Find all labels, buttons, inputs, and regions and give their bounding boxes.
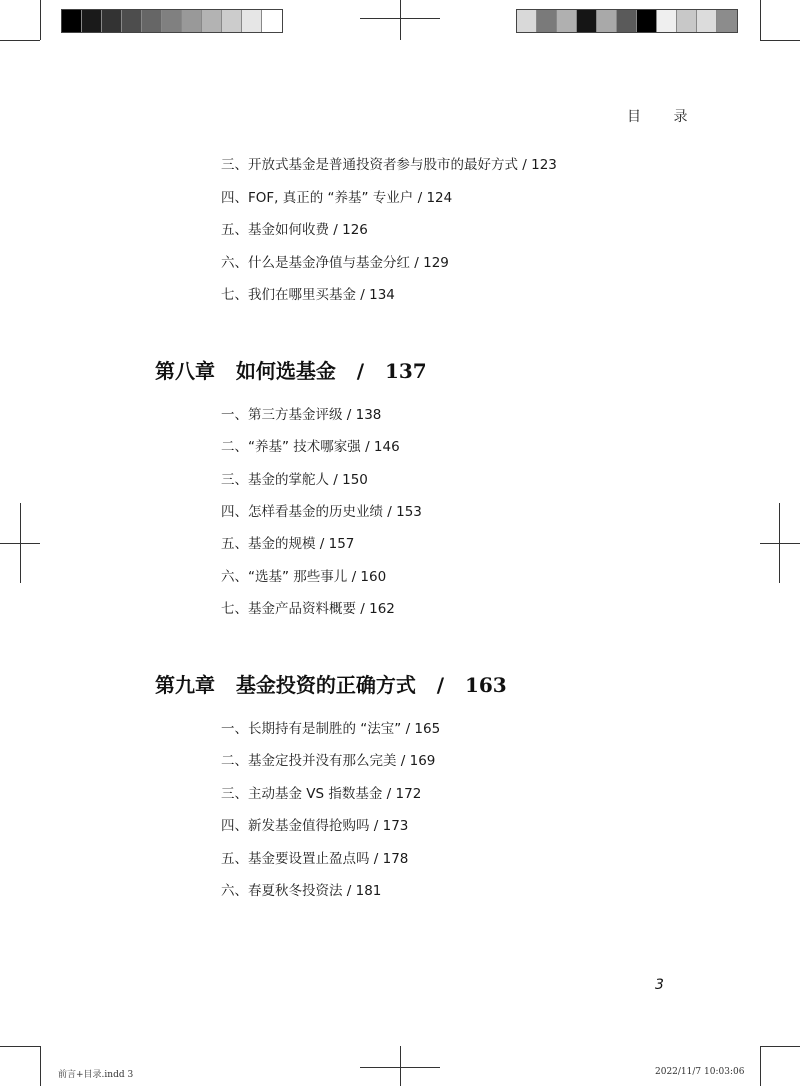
- swatch: [142, 10, 162, 32]
- running-header: 目 录: [627, 109, 702, 125]
- registration-mark: [779, 503, 780, 583]
- crop-mark: [760, 40, 800, 41]
- crop-mark: [40, 1046, 41, 1086]
- crop-mark: [0, 40, 40, 41]
- toc-entry[interactable]: 六、什么是基金净值与基金分红 / 129: [221, 255, 449, 271]
- toc-entry[interactable]: 一、长期持有是制胜的 “法宝” / 165: [221, 721, 441, 737]
- registration-mark: [400, 0, 401, 40]
- file-slug: 前言+目录.indd 3: [58, 1070, 134, 1080]
- swatch: [162, 10, 182, 32]
- crop-mark: [40, 0, 41, 40]
- swatch: [202, 10, 222, 32]
- toc-entry[interactable]: 二、“养基” 技术哪家强 / 146: [221, 439, 400, 455]
- crop-mark: [760, 1046, 761, 1086]
- swatch: [657, 10, 677, 32]
- swatch: [62, 10, 82, 32]
- swatch: [537, 10, 557, 32]
- swatch: [262, 10, 282, 32]
- registration-mark: [760, 543, 800, 544]
- chapter-heading[interactable]: 第九章 基金投资的正确方式 / 163: [155, 673, 507, 697]
- swatch: [617, 10, 637, 32]
- swatch: [677, 10, 697, 32]
- crop-mark: [760, 1046, 800, 1047]
- swatch: [242, 10, 262, 32]
- toc-entry[interactable]: 六、春夏秋冬投资法 / 181: [221, 883, 382, 899]
- toc-entry[interactable]: 三、基金的掌舵人 / 150: [221, 472, 368, 488]
- crop-mark: [760, 0, 761, 40]
- toc-entry[interactable]: 三、主动基金 VS 指数基金 / 172: [221, 786, 422, 802]
- toc-entry[interactable]: 七、我们在哪里买基金 / 134: [221, 287, 395, 303]
- swatch: [82, 10, 102, 32]
- swatch: [182, 10, 202, 32]
- toc-entry[interactable]: 五、基金如何收费 / 126: [221, 222, 368, 238]
- toc-entry[interactable]: 二、基金定投并没有那么完美 / 169: [221, 753, 436, 769]
- swatch: [517, 10, 537, 32]
- swatch: [102, 10, 122, 32]
- swatch: [597, 10, 617, 32]
- toc-entry[interactable]: 五、基金要设置止盈点吗 / 178: [221, 851, 409, 867]
- chapter-heading[interactable]: 第八章 如何选基金 / 137: [155, 359, 427, 383]
- toc-entry[interactable]: 七、基金产品资料概要 / 162: [221, 601, 395, 617]
- swatch: [637, 10, 657, 32]
- swatch: [717, 10, 737, 32]
- swatch: [122, 10, 142, 32]
- toc-entry[interactable]: 四、新发基金值得抢购吗 / 173: [221, 818, 409, 834]
- swatch: [697, 10, 717, 32]
- toc-entry[interactable]: 三、开放式基金是普通投资者参与股市的最好方式 / 123: [221, 157, 557, 173]
- page-number: 3: [655, 977, 664, 993]
- registration-mark: [400, 1046, 401, 1086]
- color-bar-left: [61, 9, 283, 33]
- toc-entry[interactable]: 六、“选基” 那些事儿 / 160: [221, 569, 387, 585]
- swatch: [222, 10, 242, 32]
- print-timestamp: 2022/11/7 10:03:06: [655, 1067, 745, 1077]
- color-bar-right: [516, 9, 738, 33]
- swatch: [577, 10, 597, 32]
- toc-entry[interactable]: 一、第三方基金评级 / 138: [221, 407, 382, 423]
- swatch: [557, 10, 577, 32]
- toc-entry[interactable]: 四、怎样看基金的历史业绩 / 153: [221, 504, 422, 520]
- toc-entry[interactable]: 四、FOF, 真正的 “养基” 专业户 / 124: [221, 190, 453, 206]
- crop-mark: [0, 1046, 40, 1047]
- registration-mark: [20, 503, 21, 583]
- toc-entry[interactable]: 五、基金的规模 / 157: [221, 536, 355, 552]
